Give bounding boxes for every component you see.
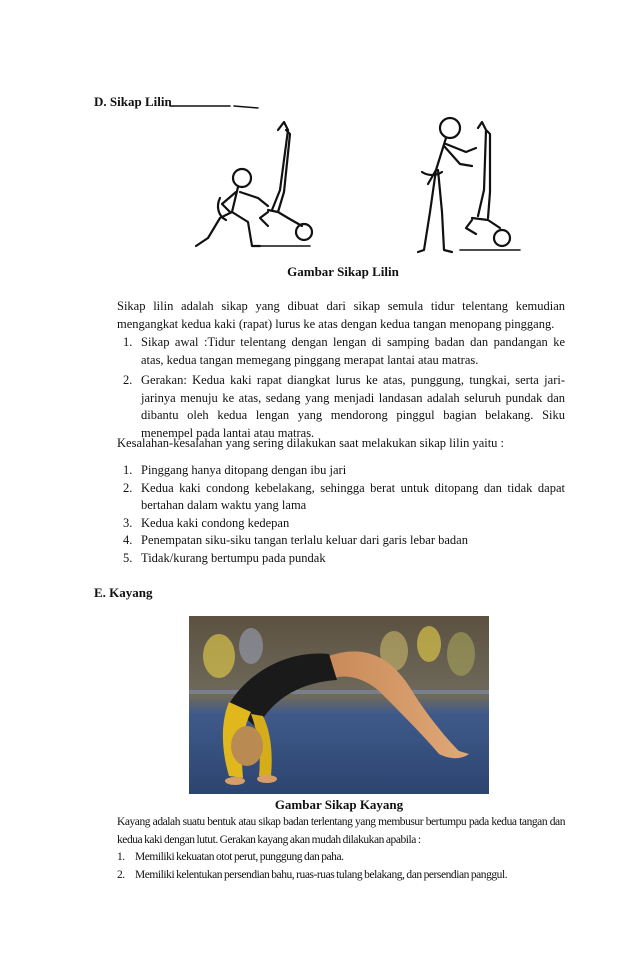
figure-caption-sikap-lilin: Gambar Sikap Lilin [287, 264, 399, 279]
list-item: 2. Memiliki kelentukan persendian bahu, ruas-ruas tulang belakang, dan persendian panggul. [117, 868, 508, 881]
list-item: 2. Kedua kaki condong kebelakang, sehingga berat untuk ditopang dan tidak dapat bertahan dalam waktu yang lama [123, 480, 565, 512]
section-heading-sikap-lilin: D. Sikap Lilin [94, 94, 172, 109]
list-item: 1. Sikap awal :Tidur telentang dengan lengan di samping badan dan pandangan ke atas, kedua tangan memegang pinggang merapat lantai atau matras. [123, 335, 565, 367]
kayang-photo [189, 616, 489, 794]
list-item: 4. Penempatan siku-siku tangan terlalu keluar dari garis lebar badan [123, 533, 468, 547]
mistakes-list [123, 462, 565, 567]
list-item: 1. Memiliki kekuatan otot perut, punggung dan paha. [117, 851, 344, 863]
kayang-requirements-list [117, 849, 565, 884]
kayang-intro-paragraph: Kayang adalah suatu bentuk atau sikap badan terlentang yang membusur bertumpu pada kedua tangan dan kedua kaki dengan lutut. Gerakan kayang akan mudah dilakukan apabila : [117, 816, 565, 846]
figure-caption-kayang: Gambar Sikap Kayang [274, 797, 404, 812]
sikap-lilin-illustration [160, 100, 530, 265]
sikap-lilin-steps-list [123, 334, 565, 442]
list-item: 5. Tidak/kurang bertumpu pada pundak [123, 550, 326, 565]
mistakes-intro: Kesalahan-kesalahan yang sering dilakukan saat melakukan sikap lilin yaitu : [117, 436, 505, 450]
section-heading-kayang: E. Kayang [94, 585, 153, 600]
sikap-lilin-intro-paragraph: Sikap lilin adalah sikap yang dibuat dari sikap semula tidur telentang kemudian mengangkat kedua kaki (rapat) lurus ke atas dengan kedua tangan menopang pinggang. [117, 299, 565, 331]
list-item: 2. Gerakan: Kedua kaki rapat diangkat lurus ke atas, punggung, tungkai, serta jari-jarinya menuju ke atas, sedang yang menjadi landasan adalah seluruh pundak dan dibantu oleh kedua lengan yang mendorong pinggul bagian belakang. Siku menempel pada lantai atau matras. [123, 373, 565, 440]
list-item: 1. Pinggang hanya ditopang dengan ibu jari [123, 463, 347, 477]
list-item: 3. Kedua kaki condong kedepan [123, 515, 290, 530]
